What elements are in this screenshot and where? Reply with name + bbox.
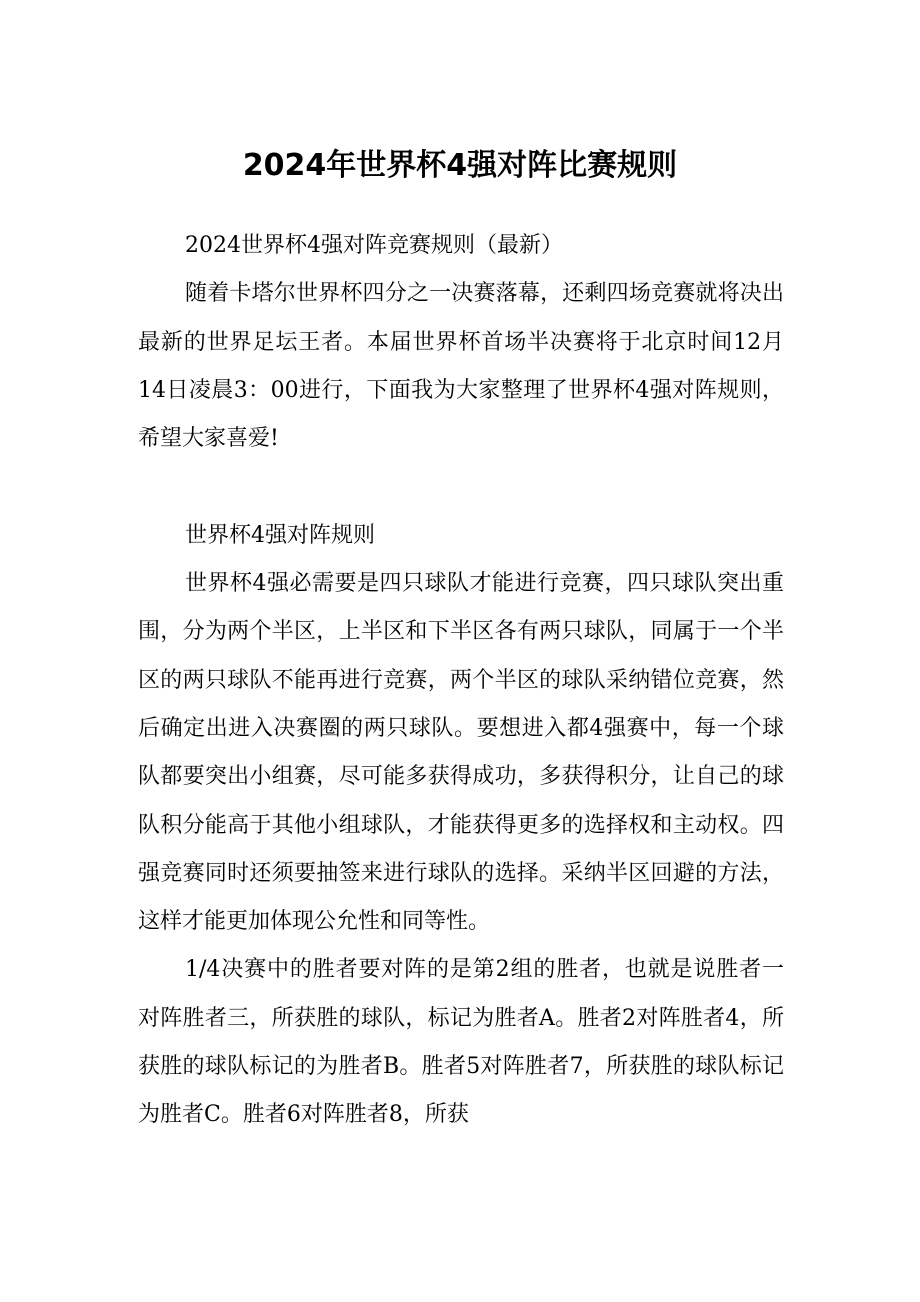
section-heading: 世界杯4强对阵规则 xyxy=(185,522,375,548)
document-body xyxy=(138,222,784,1140)
paragraph-rules: 世界杯4强必需要是四只球队才能进行竞赛，四只球队突出重围，分为两个半区，上半区和下半区各有两只球队，同属于一个半区的两只球队不能再进行竞赛，两个半区的球队采纳错位竞赛，然后确定出进入决赛圈的两只球队。要想进入都4强赛中，每一个球队都要突出小组赛，尽可能多获得成功，多获得积分，让自己的球队积分能高于其他小组球队，才能获得更多的选择权和主动权。四强竞赛同时还须要抽签来进行球队的选择。采纳半区回避的方法，这样才能更加体现公允性和同等性。 xyxy=(138,571,784,935)
paragraph-matchups: 1/4决赛中的胜者要对阵的是第2组的胜者，也就是说胜者一对阵胜者三，所获胜的球队，标记为胜者A。胜者2对阵胜者4，所获胜的球队标记的为胜者B。胜者5对阵胜者7，所获胜的球队标记为胜者C。胜者6对阵胜者8，所获 xyxy=(138,957,784,1128)
paragraph-spacer xyxy=(138,463,784,511)
paragraph-intro: 随着卡塔尔世界杯四分之一决赛落幕，还剩四场竞赛就将决出最新的世界足坛王者。本届世界杯首场半决赛将于北京时间12月14日凌晨3：00进行，下面我为大家整理了世界杯4强对阵规则，希望大家喜爱! xyxy=(138,281,784,452)
paragraph-subtitle: 2024世界杯4强对阵竞赛规则（最新） xyxy=(185,233,563,258)
document-title: 2024年世界杯4强对阵比赛规则 xyxy=(242,148,678,183)
